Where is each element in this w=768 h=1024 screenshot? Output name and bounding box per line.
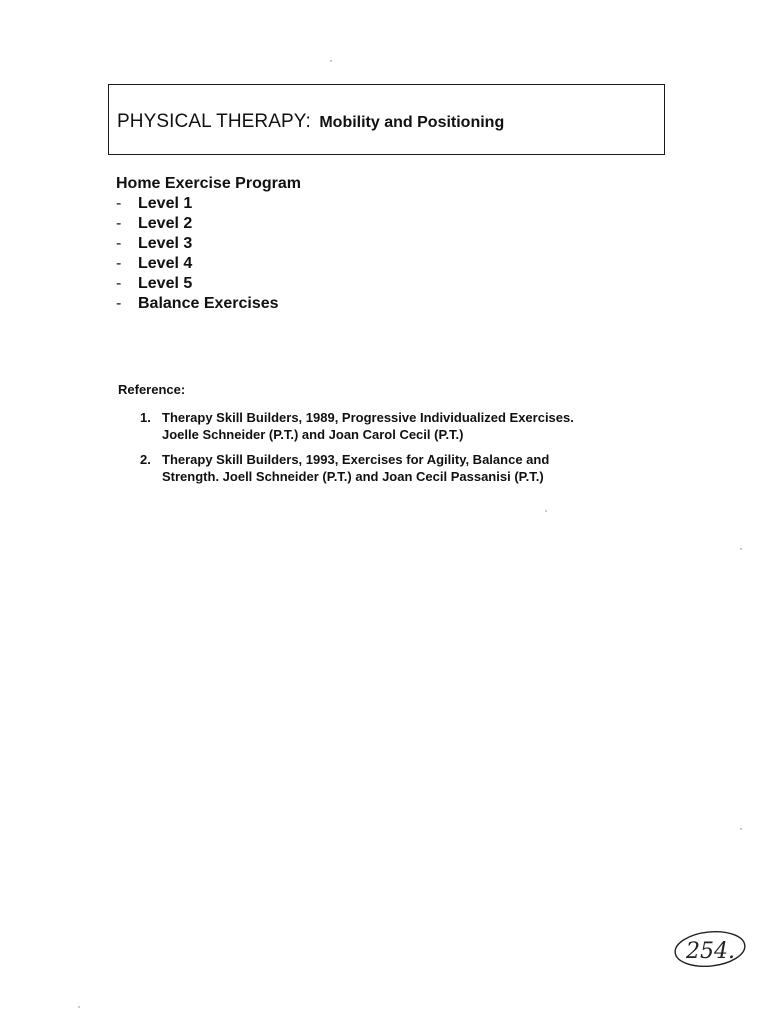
list-item-label: Balance Exercises (138, 295, 279, 312)
reference-text-line: Joelle Schneider (P.T.) and Joan Carol Cecil (P.T.) (162, 427, 464, 442)
dash-bullet: - (116, 275, 122, 292)
list-item (116, 234, 301, 254)
scan-speck (740, 828, 742, 830)
dash-bullet: - (116, 255, 122, 272)
reference-item (118, 409, 682, 443)
dash-bullet: - (116, 215, 122, 232)
list-item (116, 254, 301, 274)
page-title: PHYSICAL THERAPY: (117, 111, 311, 132)
reference-text-line: Therapy Skill Builders, 1993, Exercises for Agility, Balance and (162, 452, 550, 467)
program-heading: Home Exercise Program (116, 175, 301, 192)
program-list (116, 194, 301, 314)
list-item-label: Level 2 (138, 215, 193, 232)
reference-label: Reference: (118, 382, 186, 397)
title-box (108, 84, 665, 155)
list-item-label: Level 5 (138, 275, 193, 292)
list-item-label: Level 1 (138, 195, 193, 212)
list-item-label: Level 4 (138, 255, 193, 272)
list-item (116, 294, 301, 314)
reference-list (118, 409, 682, 485)
reference-number: 1. (140, 410, 151, 425)
list-item-label: Level 3 (138, 235, 193, 252)
dash-bullet: - (116, 295, 122, 312)
reference-text-line: Strength. Joell Schneider (P.T.) and Joan Cecil Passanisi (P.T.) (162, 469, 544, 484)
reference-number: 2. (140, 452, 151, 467)
page-number-text: 254. (686, 939, 735, 964)
scan-speck (545, 510, 547, 512)
list-item (116, 274, 301, 294)
dash-bullet: - (116, 235, 122, 252)
dash-bullet: - (116, 195, 122, 212)
title-line (117, 111, 504, 133)
reference-text-line: Therapy Skill Builders, 1989, Progressive Individualized Exercises. (162, 410, 574, 425)
scan-speck (78, 1006, 80, 1008)
reference-section (118, 382, 682, 493)
home-exercise-program (116, 174, 301, 314)
scan-speck (740, 548, 742, 550)
handwritten-page-number (672, 926, 752, 974)
list-item (116, 194, 301, 214)
reference-item (118, 451, 682, 485)
page-subtitle: Mobility and Positioning (319, 114, 505, 131)
list-item (116, 214, 301, 234)
scan-speck (330, 60, 332, 62)
